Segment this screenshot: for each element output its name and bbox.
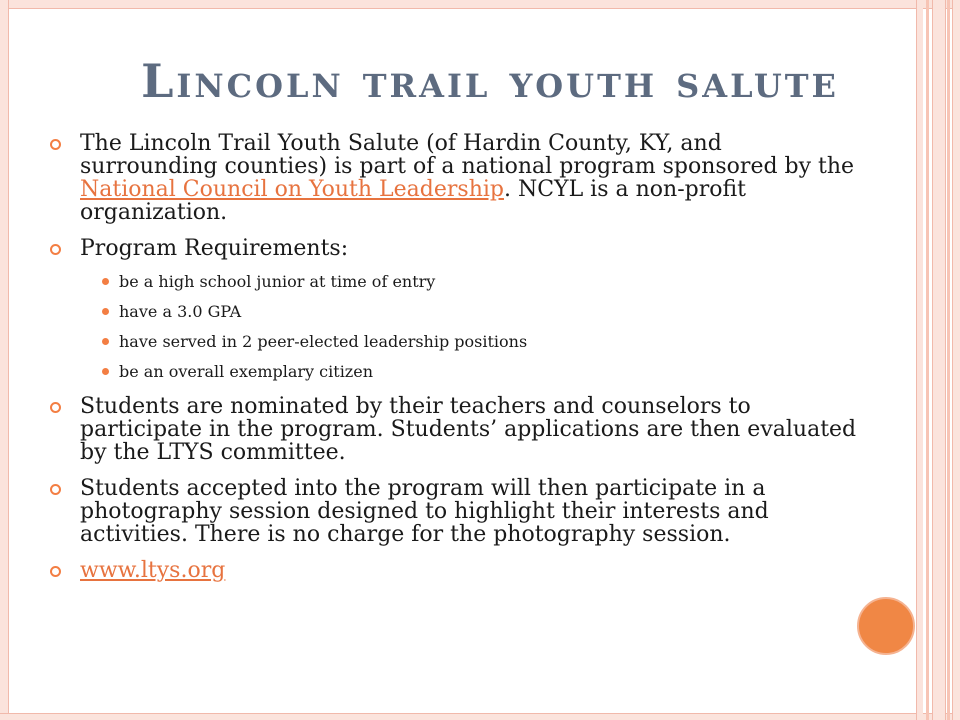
requirement-text: have served in 2 peer-elected leadership positions <box>119 332 528 351</box>
requirement-text: be an overall exemplary citizen <box>119 362 374 381</box>
dot-bullet-icon <box>102 278 109 285</box>
dot-bullet-icon <box>102 338 109 345</box>
requirement-item <box>50 362 860 382</box>
ring-bullet-icon <box>50 244 61 255</box>
dot-bullet-icon <box>102 308 109 315</box>
bullet-requirements-heading <box>50 237 860 260</box>
requirement-item <box>50 302 860 322</box>
frame-left-border <box>0 0 9 720</box>
nomination-text: Students are nominated by their teachers and counselors to participate in the program. Students’ applications are then evaluated by the LTYS committee. <box>80 394 857 465</box>
bullet-website <box>50 559 860 582</box>
bullet-photography <box>50 477 860 546</box>
stripe <box>952 0 960 720</box>
decorative-stripes <box>916 0 960 720</box>
slide-content <box>50 132 860 595</box>
requirement-item <box>50 272 860 292</box>
stripe <box>916 0 923 720</box>
ncyl-link[interactable]: National Council on Youth Leadership <box>80 177 504 202</box>
requirements-heading: Program Requirements: <box>80 236 349 261</box>
decorative-orange-circle <box>857 597 915 655</box>
requirement-text: be a high school junior at time of entry <box>119 272 436 291</box>
stripe <box>947 0 950 720</box>
stripe <box>932 0 946 720</box>
frame-bottom-border <box>0 713 960 720</box>
dot-bullet-icon <box>102 368 109 375</box>
ring-bullet-icon <box>50 139 61 150</box>
frame-top-border <box>0 0 960 9</box>
requirement-text: have a 3.0 GPA <box>119 302 242 321</box>
requirement-item <box>50 332 860 352</box>
intro-text-after: . NCYL is a non-profit organization. <box>80 177 746 225</box>
stripe <box>926 0 929 720</box>
ring-bullet-icon <box>50 402 61 413</box>
photography-text: Students accepted into the program will then participate in a photography session designed to highlight their interests and activities. There is no charge for the photography session. <box>80 476 769 547</box>
ring-bullet-icon <box>50 566 61 577</box>
website-link[interactable]: www.ltys.org <box>80 558 226 583</box>
slide-title: Lincoln trail youth salute <box>141 54 839 108</box>
ring-bullet-icon <box>50 484 61 495</box>
intro-text-before: The Lincoln Trail Youth Salute (of Hardin County, KY, and surrounding counties) is part of a national program sponsored by the <box>80 131 855 179</box>
bullet-intro <box>50 132 860 224</box>
bullet-nomination <box>50 395 860 464</box>
